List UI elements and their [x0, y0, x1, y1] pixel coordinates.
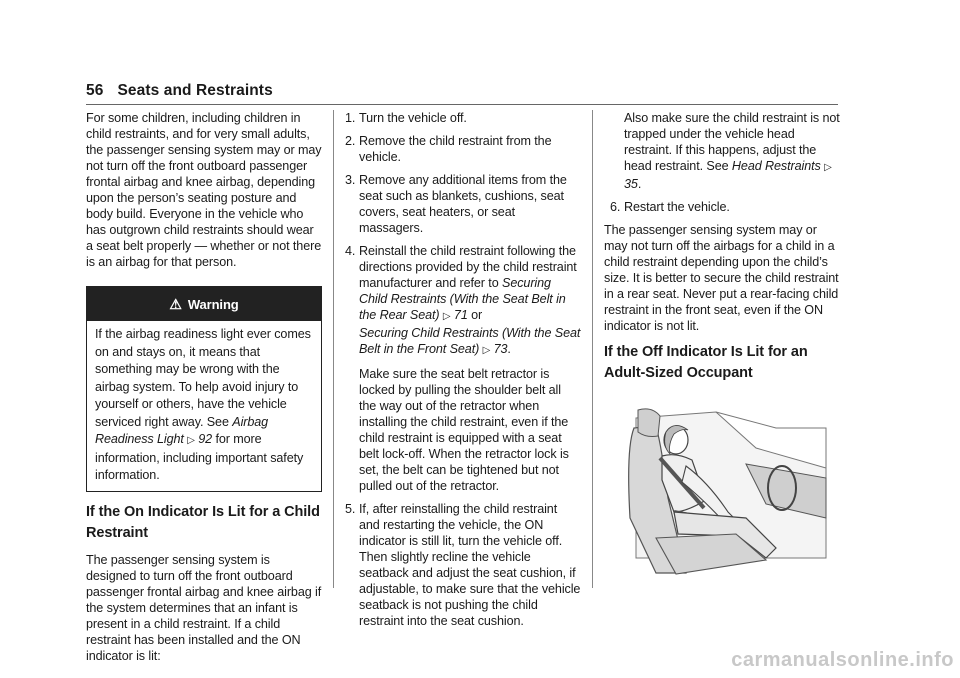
page-ref-icon: ▷	[824, 162, 832, 173]
warning-icon: ⚠	[169, 296, 182, 312]
step-number: 4.	[345, 244, 356, 258]
header-rule	[86, 104, 838, 105]
step-text: If, after reinstalling the child restraint and restarting the vehicle, the ON indicator is still lit, turn the vehicle off. Then slightly recline the vehicle seatback and adjust the seat cushion, if adjustable, to make sure that the vehicle seatback is not pushing the child restraint into the seat cushion.	[359, 502, 581, 628]
column-right	[604, 110, 840, 580]
step-text: Remove the child restraint from the vehicle.	[359, 134, 552, 164]
section-title: Seats and Restraints	[117, 82, 273, 99]
warning-title: Warning	[187, 297, 239, 312]
page-number: 56	[86, 82, 104, 99]
warning-body	[87, 321, 321, 491]
intro-paragraph: For some children, including children in child restraints, and for very small adults, the passenger sensing system may or may not turn off the front outboard passenger frontal airbag and knee airbag, depending upon the person’s seating posture and body build. Everyone in the vehicle who has outgrown child restraints should wear a seat belt properly — whether or not there is an airbag for that person.	[86, 111, 322, 269]
list-item	[345, 172, 581, 236]
step-number: 2.	[345, 134, 356, 148]
rear-ref-page[interactable]: 71	[453, 308, 468, 322]
page-header	[86, 82, 273, 100]
step-number: 6.	[610, 200, 621, 214]
step-text: Remove any additional items from the seat such as blankets, cushions, seat covers, seat heaters, or seat massagers.	[359, 173, 567, 235]
continuation-text: Also make sure the child restraint is not trapped under the vehicle head restraint. If this happens, adjust the head restraint. See	[624, 111, 840, 173]
step-5-continuation: Also make sure the child restraint is not trapped under the vehicle head restraint. If this happens, adjust the head restraint. See Head Restraints ▷ 35.	[624, 111, 840, 191]
step-text: Restart the vehicle.	[624, 200, 730, 214]
warning-text-cont: for more information, including important safety information.	[95, 432, 304, 482]
warning-header	[87, 287, 321, 321]
step-number: 5.	[345, 502, 356, 516]
step-text: Reinstall the child restraint following the directions provided by the child restraint manufacturer and refer to Securing Child Restraints (With the Seat Belt in the Rear Seat) ▷ 71 or Securing Child Restraints (With the Seat Belt in the Front Seat) ▷ 73.	[359, 244, 581, 356]
on-indicator-heading: If the On Indicator Is Lit for a Child Restraint	[86, 503, 320, 541]
column-middle	[345, 110, 581, 636]
list-item	[345, 133, 581, 165]
securing-rear-link[interactable]: Securing Child Restraints (With the Seat Belt in the Rear Seat)	[359, 276, 566, 322]
warning-text: If the airbag readiness light ever comes on and stays on, it means that something may be wrong with the airbag system. To help avoid injury to yourself or others, have the vehicle serviced right away. See	[95, 327, 311, 429]
sensing-paragraph: The passenger sensing system may or may not turn off the airbags for a child in a child restraint depending upon the child’s size. It is better to secure the child restraint in a rear seat. Never put a rear-facing child restraint in the front seat, even if the ON indicator is not lit.	[604, 223, 839, 333]
adult-occupant-illustration	[616, 408, 836, 576]
warning-box	[86, 286, 322, 492]
column-left	[86, 110, 322, 672]
list-item	[604, 199, 840, 215]
step-number: 3.	[345, 173, 356, 187]
list-item	[345, 501, 581, 629]
head-restraints-link[interactable]: Head Restraints	[731, 159, 821, 173]
column-divider	[592, 110, 593, 588]
page-ref-icon: ▷	[482, 345, 491, 356]
front-ref-page[interactable]: 73	[493, 342, 508, 356]
on-indicator-body: The passenger sensing system is designed to turn off the front outboard passenger frontal airbag and knee airbag if the system determines that an infant is present in a child restraint. If a child restraint has been installed and the ON indicator is lit:	[86, 552, 322, 663]
securing-front-link[interactable]: Securing Child Restraints (With the Seat Belt in the Front Seat)	[359, 326, 581, 356]
watermark: carmanualsonline.info	[731, 649, 954, 671]
list-item	[345, 243, 581, 359]
step-number: 1.	[345, 111, 356, 125]
step-text: Turn the vehicle off.	[359, 111, 467, 125]
step-4-text: Reinstall the child restraint following the directions provided by the child restraint manufacturer and refer to	[359, 244, 577, 290]
page-ref-icon: ▷	[442, 311, 451, 322]
or-text: or	[467, 308, 483, 322]
warning-link[interactable]: Airbag Readiness Light	[95, 414, 269, 446]
step-4-subparagraph: Make sure the seat belt retractor is locked by pulling the shoulder belt all the way out of the retractor when installing the child restraint, even if the child restraint is equipped with a seat belt lock-off. When the retractor lock is set, the belt can be tightened but not pulled out of the retractor.	[359, 367, 569, 493]
page-ref-icon: ▷	[187, 435, 195, 446]
column-divider	[333, 110, 334, 588]
warning-ref-page[interactable]: 92	[198, 432, 213, 446]
list-item	[345, 110, 581, 126]
head-ref-page[interactable]: 35	[624, 177, 638, 191]
off-indicator-heading: If the Off Indicator Is Lit for an Adult-Sized Occupant	[604, 344, 808, 381]
